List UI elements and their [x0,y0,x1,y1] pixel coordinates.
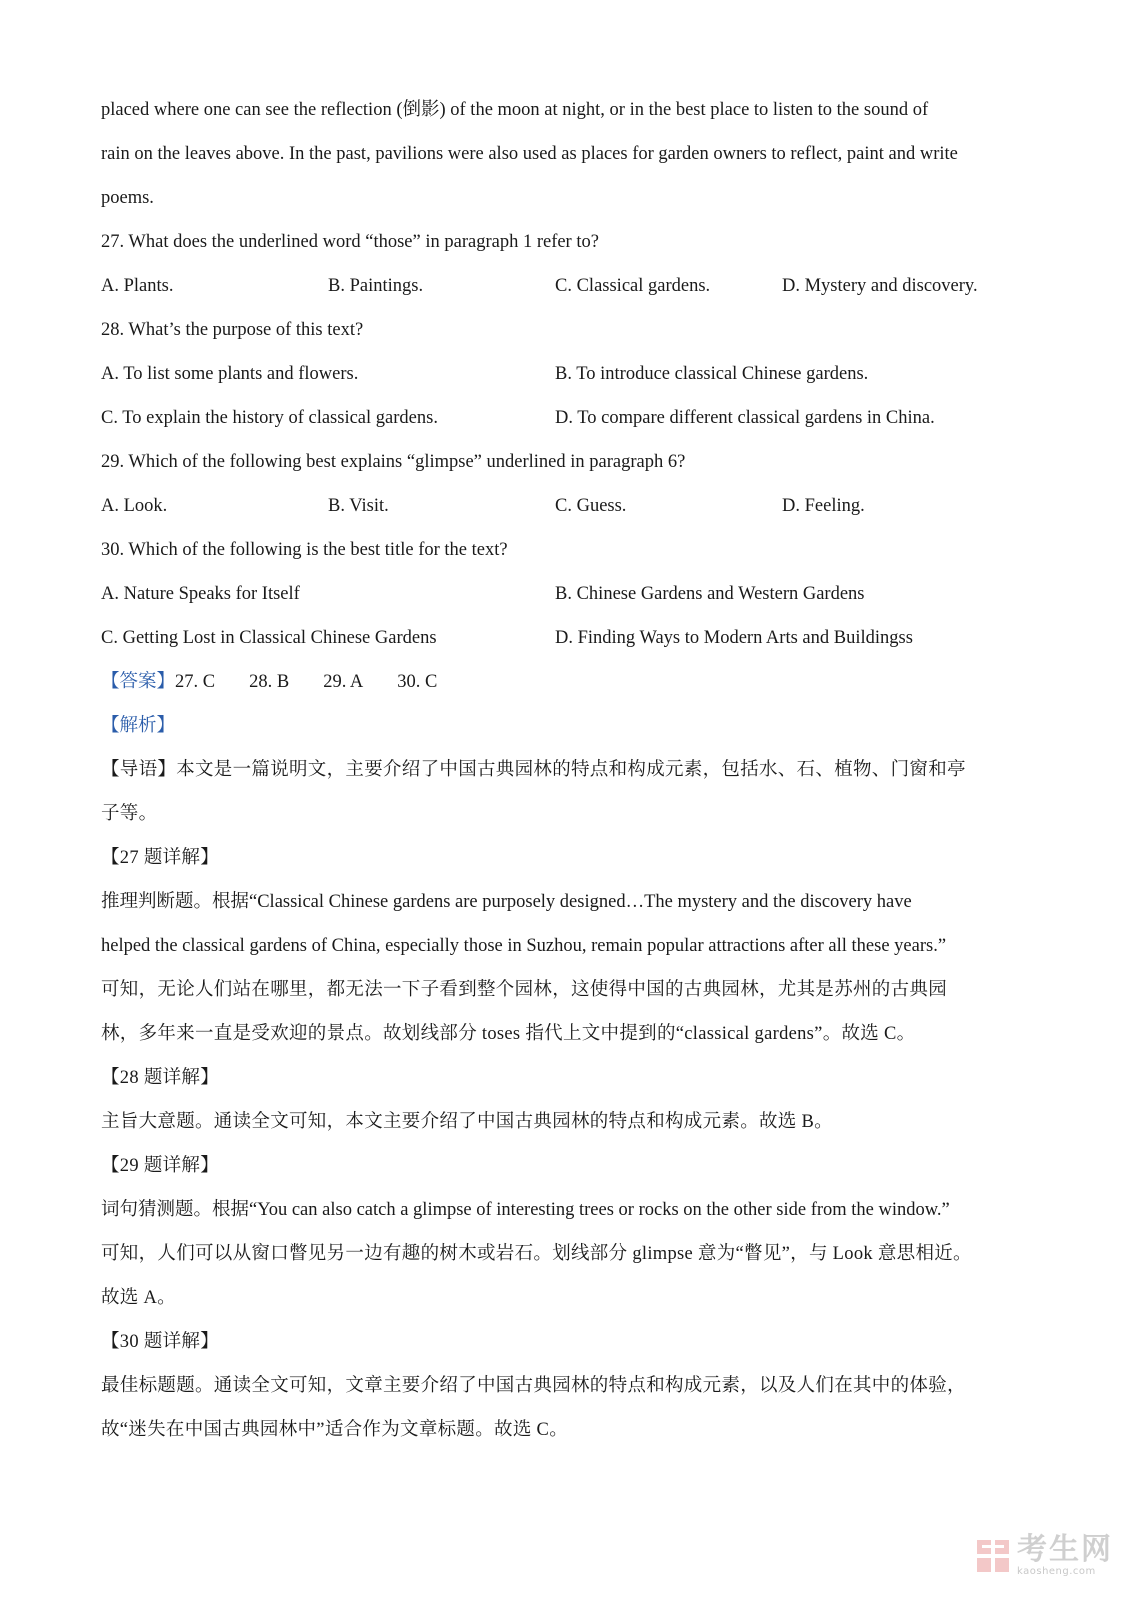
detail-heading: 【29 题详解】 [101,1156,220,1176]
analysis-label: 【解析】 [101,716,176,736]
detail-line: 词句猜测题。根据“You can also catch a glimpse of interesting trees or rocks on the other side from the window.” [101,1200,950,1220]
detail-28 [101,1056,1041,1144]
detail-line: 故选 A。 [101,1288,176,1308]
option-d: D. Finding Ways to Modern Arts and Buildingss [555,628,913,648]
intro-line: 子等。 [101,804,158,824]
question-stem: 28. What’s the purpose of this text? [101,320,364,340]
options-row [101,396,1041,440]
answer-item: 30. C [397,672,438,692]
options-row [101,264,1041,308]
option-c: C. Guess. [555,496,627,516]
detail-30 [101,1320,1041,1452]
option-c: C. To explain the history of classical gardens. [101,408,438,428]
option-d: D. Feeling. [782,496,865,516]
question-27 [101,220,1041,308]
detail-line: 故“迷失在中国古典园林中”适合作为文章标题。故选 C。 [101,1420,568,1440]
watermark-url: kaosheng.com [1017,1566,1096,1577]
question-29 [101,440,1041,528]
detail-line: 可知，人们可以从窗口瞥见另一边有趣的树木或岩石。划线部分 glimpse 意为“瞥见”，与 Look 意思相近。 [101,1244,972,1264]
detail-line: 可知，无论人们站在哪里，都无法一下子看到整个园林，这使得中国的古典园林，尤其是苏州的古典园 [101,980,948,1000]
detail-heading: 【30 题详解】 [101,1332,220,1352]
detail-line: 最佳标题题。通读全文可知，文章主要介绍了中国古典园林的特点和构成元素，以及人们在其中的体验， [101,1376,966,1396]
detail-27 [101,836,1041,1056]
option-c: C. Getting Lost in Classical Chinese Gardens [101,628,437,648]
passage-line: poems. [101,188,154,208]
options-row [101,484,1041,528]
detail-line: 林，多年来一直是受欢迎的景点。故划线部分 toses 指代上文中提到的“classical gardens”。故选 C。 [101,1024,916,1044]
question-stem: 27. What does the underlined word “those” in paragraph 1 refer to? [101,232,599,252]
option-d: D. To compare different classical gardens in China. [555,408,935,428]
answer-line [101,660,1041,704]
answer-item: 29. A [323,672,364,692]
document-page [101,88,1041,1452]
passage-line: rain on the leaves above. In the past, pavilions were also used as places for garden owners to reflect, paint and write [101,144,958,164]
question-stem: 29. Which of the following best explains “glimpse” underlined in paragraph 6? [101,452,686,472]
answer-item: 27. C [175,672,216,692]
options-row [101,572,1041,616]
options-row [101,352,1041,396]
option-d: D. Mystery and discovery. [782,276,978,296]
question-30 [101,528,1041,660]
answer-label: 【答案】 [101,672,176,692]
question-28 [101,308,1041,440]
question-stem: 30. Which of the following is the best title for the text? [101,540,508,560]
detail-29 [101,1144,1041,1320]
analysis-intro [101,748,1041,836]
option-b: B. To introduce classical Chinese gardens. [555,364,869,384]
kaosheng-logo-icon [975,1536,1011,1576]
option-a: A. Plants. [101,276,174,296]
passage-line: placed where one can see the reflection (倒影) of the moon at night, or in the best place to listen to the sound of [101,100,929,120]
option-a: A. Look. [101,496,168,516]
intro-line: 【导语】本文是一篇说明文，主要介绍了中国古典园林的特点和构成元素，包括水、石、植物、门窗和亭 [101,760,966,780]
answer-item: 28. B [249,672,290,692]
detail-line: 推理判断题。根据“Classical Chinese gardens are purposely designed…The mystery and the discovery have [101,892,912,912]
detail-line: 主旨大意题。通读全文可知，本文主要介绍了中国古典园林的特点和构成元素。故选 B。 [101,1112,833,1132]
option-b: B. Paintings. [328,276,424,296]
detail-line: helped the classical gardens of China, especially those in Suzhou, remain popular attractions after all these years.” [101,936,947,956]
option-b: B. Chinese Gardens and Western Gardens [555,584,865,604]
option-c: C. Classical gardens. [555,276,711,296]
detail-heading: 【27 题详解】 [101,848,220,868]
options-row [101,616,1041,660]
watermark-logo [975,1534,1113,1578]
passage [101,88,1041,220]
option-a: A. Nature Speaks for Itself [101,584,300,604]
option-b: B. Visit. [328,496,389,516]
option-a: A. To list some plants and flowers. [101,364,359,384]
detail-heading: 【28 题详解】 [101,1068,220,1088]
watermark-name: 考生网 [1017,1532,1113,1567]
